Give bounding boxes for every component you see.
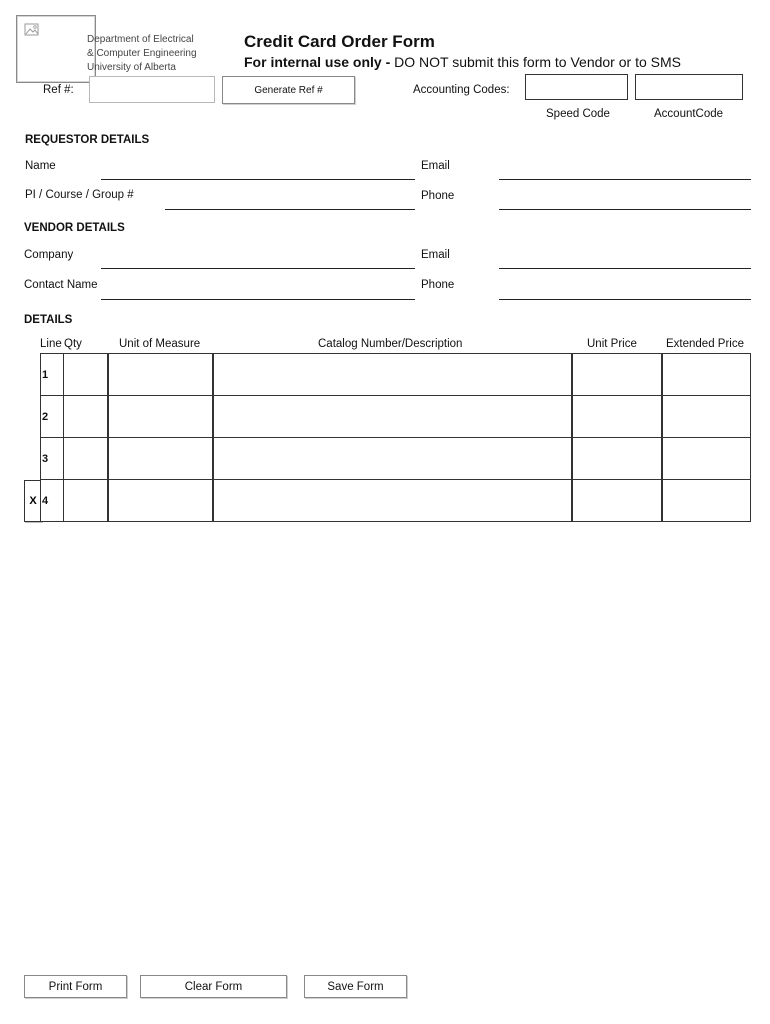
extended-price-input[interactable]	[662, 353, 751, 396]
qty-input[interactable]	[63, 437, 108, 480]
extended-price-input[interactable]	[662, 395, 751, 438]
remove-row-button[interactable]: X	[24, 480, 42, 522]
vendor-company-input[interactable]	[101, 255, 415, 269]
logo-placeholder	[16, 15, 96, 83]
line-number: 3	[42, 453, 49, 465]
qty-input[interactable]	[63, 353, 108, 396]
speed-code-label: Speed Code	[546, 108, 610, 120]
extended-price-input[interactable]	[662, 437, 751, 480]
requestor-phone-input[interactable]	[499, 196, 751, 210]
generate-ref-button[interactable]: Generate Ref #	[222, 76, 355, 104]
requestor-pi-label: PI / Course / Group #	[25, 189, 134, 201]
col-header-line: Line	[40, 338, 62, 350]
catalog-input[interactable]	[213, 437, 572, 480]
vendor-contact-label: Contact Name	[24, 279, 98, 291]
line-number: 2	[42, 411, 49, 423]
requestor-pi-input[interactable]	[165, 196, 415, 210]
col-header-catalog: Catalog Number/Description	[318, 338, 463, 350]
unit-price-input[interactable]	[572, 437, 662, 480]
account-code-label: AccountCode	[654, 108, 724, 120]
vendor-email-input[interactable]	[499, 255, 751, 269]
unit-input[interactable]	[108, 437, 213, 480]
vendor-company-label: Company	[24, 249, 74, 261]
col-header-unit: Unit of Measure	[119, 338, 201, 350]
vendor-contact-input[interactable]	[101, 286, 415, 300]
clear-form-button[interactable]: Clear Form	[140, 975, 287, 998]
col-header-unit-price: Unit Price	[587, 338, 637, 350]
unit-price-input[interactable]	[572, 353, 662, 396]
vendor-phone-label: Phone	[421, 279, 455, 291]
details-heading: DETAILS	[24, 314, 73, 326]
vendor-heading: VENDOR DETAILS	[24, 222, 125, 234]
requestor-phone-label: Phone	[421, 190, 455, 202]
catalog-input[interactable]	[213, 353, 572, 396]
accounting-codes-label: Accounting Codes:	[413, 84, 510, 96]
image-icon	[24, 22, 40, 38]
col-header-extended-price: Extended Price	[666, 338, 744, 350]
page-subtitle: For internal use only - DO NOT submit this form to Vendor or to SMS	[244, 54, 681, 70]
print-form-button[interactable]: Print Form	[24, 975, 127, 998]
requestor-name-label: Name	[25, 160, 56, 172]
requestor-email-input[interactable]	[499, 166, 751, 180]
catalog-input[interactable]	[213, 395, 572, 438]
page-title: Credit Card Order Form	[244, 32, 435, 51]
vendor-email-label: Email	[421, 249, 450, 261]
unit-price-input[interactable]	[572, 479, 662, 522]
unit-input[interactable]	[108, 479, 213, 522]
requestor-name-input[interactable]	[101, 166, 415, 180]
requestor-heading: REQUESTOR DETAILS	[25, 134, 150, 146]
department-name: Department of Electrical & Computer Engineering University of Alberta	[87, 34, 197, 73]
qty-input[interactable]	[63, 479, 108, 522]
ref-input[interactable]	[89, 76, 215, 103]
vendor-phone-input[interactable]	[499, 286, 751, 300]
ref-label: Ref #:	[43, 84, 74, 96]
unit-input[interactable]	[108, 353, 213, 396]
requestor-email-label: Email	[421, 160, 450, 172]
catalog-input[interactable]	[213, 479, 572, 522]
unit-price-input[interactable]	[572, 395, 662, 438]
line-number: 1	[42, 369, 49, 381]
qty-input[interactable]	[63, 395, 108, 438]
save-form-button[interactable]: Save Form	[304, 975, 407, 998]
extended-price-input[interactable]	[662, 479, 751, 522]
speed-code-input[interactable]	[525, 74, 628, 100]
unit-input[interactable]	[108, 395, 213, 438]
account-code-input[interactable]	[635, 74, 743, 100]
col-header-qty: Qty	[64, 338, 82, 350]
line-number: 4	[42, 495, 49, 507]
